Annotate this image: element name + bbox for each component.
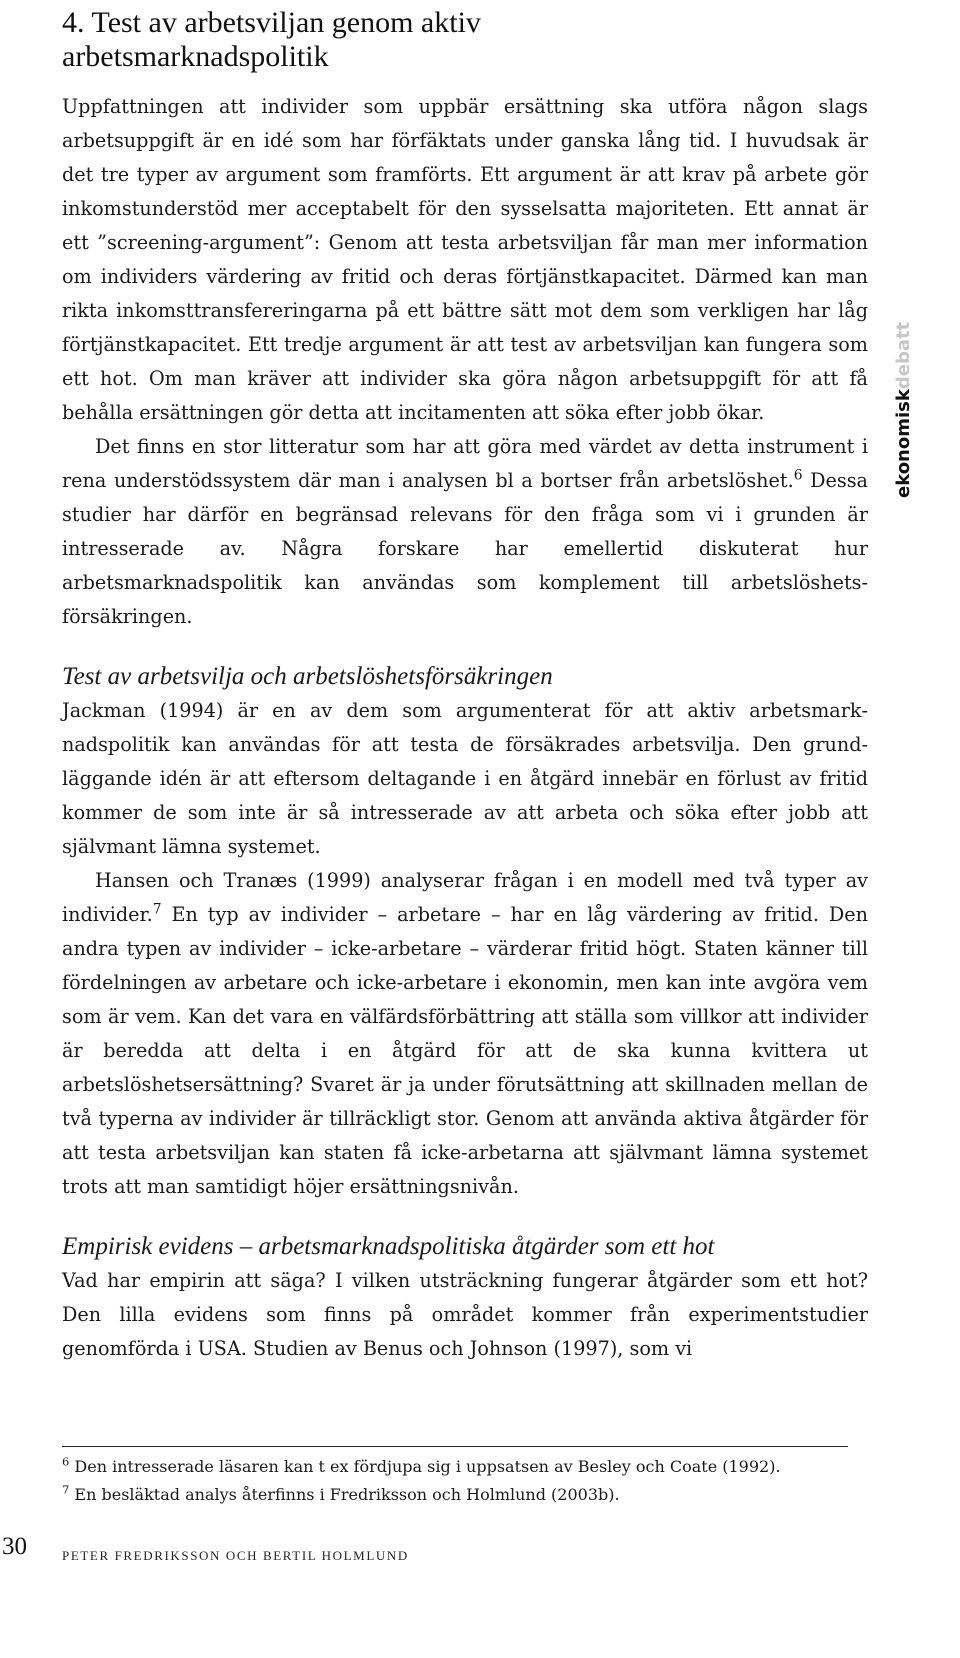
paragraph-3: Jackman (1994) är en av dem som argumenterat för att aktiv arbetsmarknadspolitik kan användas för att testa de försäkrades arbetsvilja. Den grundläggande idén är att eftersom deltagande i en åtgärd innebär en förlust av fritid kommer de som inte är så intresserade av att arbeta och söka efter jobb att självmant lämna systemet.	[62, 699, 868, 858]
footnotes	[62, 1453, 862, 1509]
chapter-title-line-1: 4. Test av arbetsviljan genom aktiv	[62, 6, 481, 39]
paragraph-4-part-b: En typ av individer – arbetare – har en låg värdering av fritid. Den andra typen av individer – icke-arbetare – värderar fritid högt. Staten känner till fördelningen av arbetare och icke-arbetare i ekonomin, men kan inte avgöra vem som är vem. Kan det vara en välfärdsförbättring att ställa som villkor att individer är beredda att delta i en åtgärd för att de ska kunna kvittera ut arbetslöshetsersättning? Svaret är ja under förutsättning att skillnaden mellan de två typerna av individer är tillräckligt stor. Genom att använda aktiva åtgärder för att testa arbetsviljan kan staten få icke-arbetarna att självmant lämna systemet trots att man samtidigt höjer ersättningsnivån.	[62, 903, 868, 1198]
footnote-7-number: 7	[62, 1482, 70, 1497]
chapter-title-line-2: arbetsmarknadspolitik	[62, 40, 329, 73]
footnote-6	[62, 1453, 862, 1481]
section-heading-empirisk: Empirisk evidens – arbetsmarknadspolitiska åtgärder som ett hot	[62, 1233, 715, 1260]
section-heading-test: Test av arbetsvilja och arbetslöshetsförsäkringen	[62, 663, 553, 690]
running-footer-authors: PETER FREDRIKSSON OCH BERTIL HOLMLUND	[62, 1548, 409, 1563]
chapter-title	[62, 0, 868, 74]
page-number: 30	[2, 1533, 27, 1560]
footnote-7	[62, 1481, 862, 1509]
paragraph-5: Vad har empirin att säga? I vilken utsträckning fungerar åtgärder som ett hot? Den lilla evidens som finns på området kommer från experimentstudier genomförda i USA. Studien av Benus och Johnson (1997), som vi	[62, 1269, 868, 1360]
footnote-ref-7: 7	[152, 901, 162, 918]
footnote-7-text: En besläktad analys återfinns i Fredriksson och Holmlund (2003b).	[74, 1485, 620, 1504]
footnote-divider	[62, 1446, 848, 1447]
paragraph-2-part-b: Dessa studier har därför en begränsad relevans för den fråga som vi i grunden är intresserade av. Några forskare har emellertid diskuterat hur arbetsmarknadspolitik kan användas som komplement till arbetslöshetsförsäkringen.	[62, 469, 868, 628]
side-brand-label	[893, 322, 914, 498]
footnote-ref-6: 6	[793, 467, 803, 484]
paragraph-4-part-a: Hansen och Tranæs (1999) analyserar frågan i en modell med två typer av individer.	[62, 869, 868, 926]
paragraph-4	[62, 864, 868, 1204]
paragraph-2-part-a: Det finns en stor litteratur som har att göra med värdet av detta instrument i rena understödssystem där man i analysen bl a bortser från arbetslöshet.	[62, 435, 868, 492]
paragraph-2	[62, 430, 868, 634]
side-brand-part-2: debatt	[893, 321, 914, 390]
side-brand-part-1: ekonomisk	[893, 389, 914, 498]
footnote-6-text: Den intresserade läsaren kan t ex fördjupa sig i uppsatsen av Besley och Coate (1992).	[74, 1457, 781, 1476]
paragraph-1: Uppfattningen att individer som uppbär ersättning ska utföra någon slags arbetsuppgift är en idé som har förfäktats under ganska lång tid. I huvudsak är det tre typer av argument som framförts. Ett argument är att krav på arbete gör inkomstunderstöd mer acceptabelt för den sysselsatta majoriteten. Ett annat är ett ”screening-argument”: Genom att testa arbetsviljan får man mer information om individers värdering av fritid och deras förtjänstkapacitet. Därmed kan man rikta inkomsttransfereringarna på ett bättre sätt mot dem som verkligen har låg förtjänstkapacitet. Ett tredje argument är att test av arbetsviljan kan fungera som ett hot. Om man kräver att individer ska göra någon arbetsuppgift för att få behålla ersättningen gör detta att incitamenten att söka efter jobb ökar.	[62, 95, 868, 424]
article-page	[62, 0, 868, 1366]
footnote-6-number: 6	[62, 1454, 70, 1469]
